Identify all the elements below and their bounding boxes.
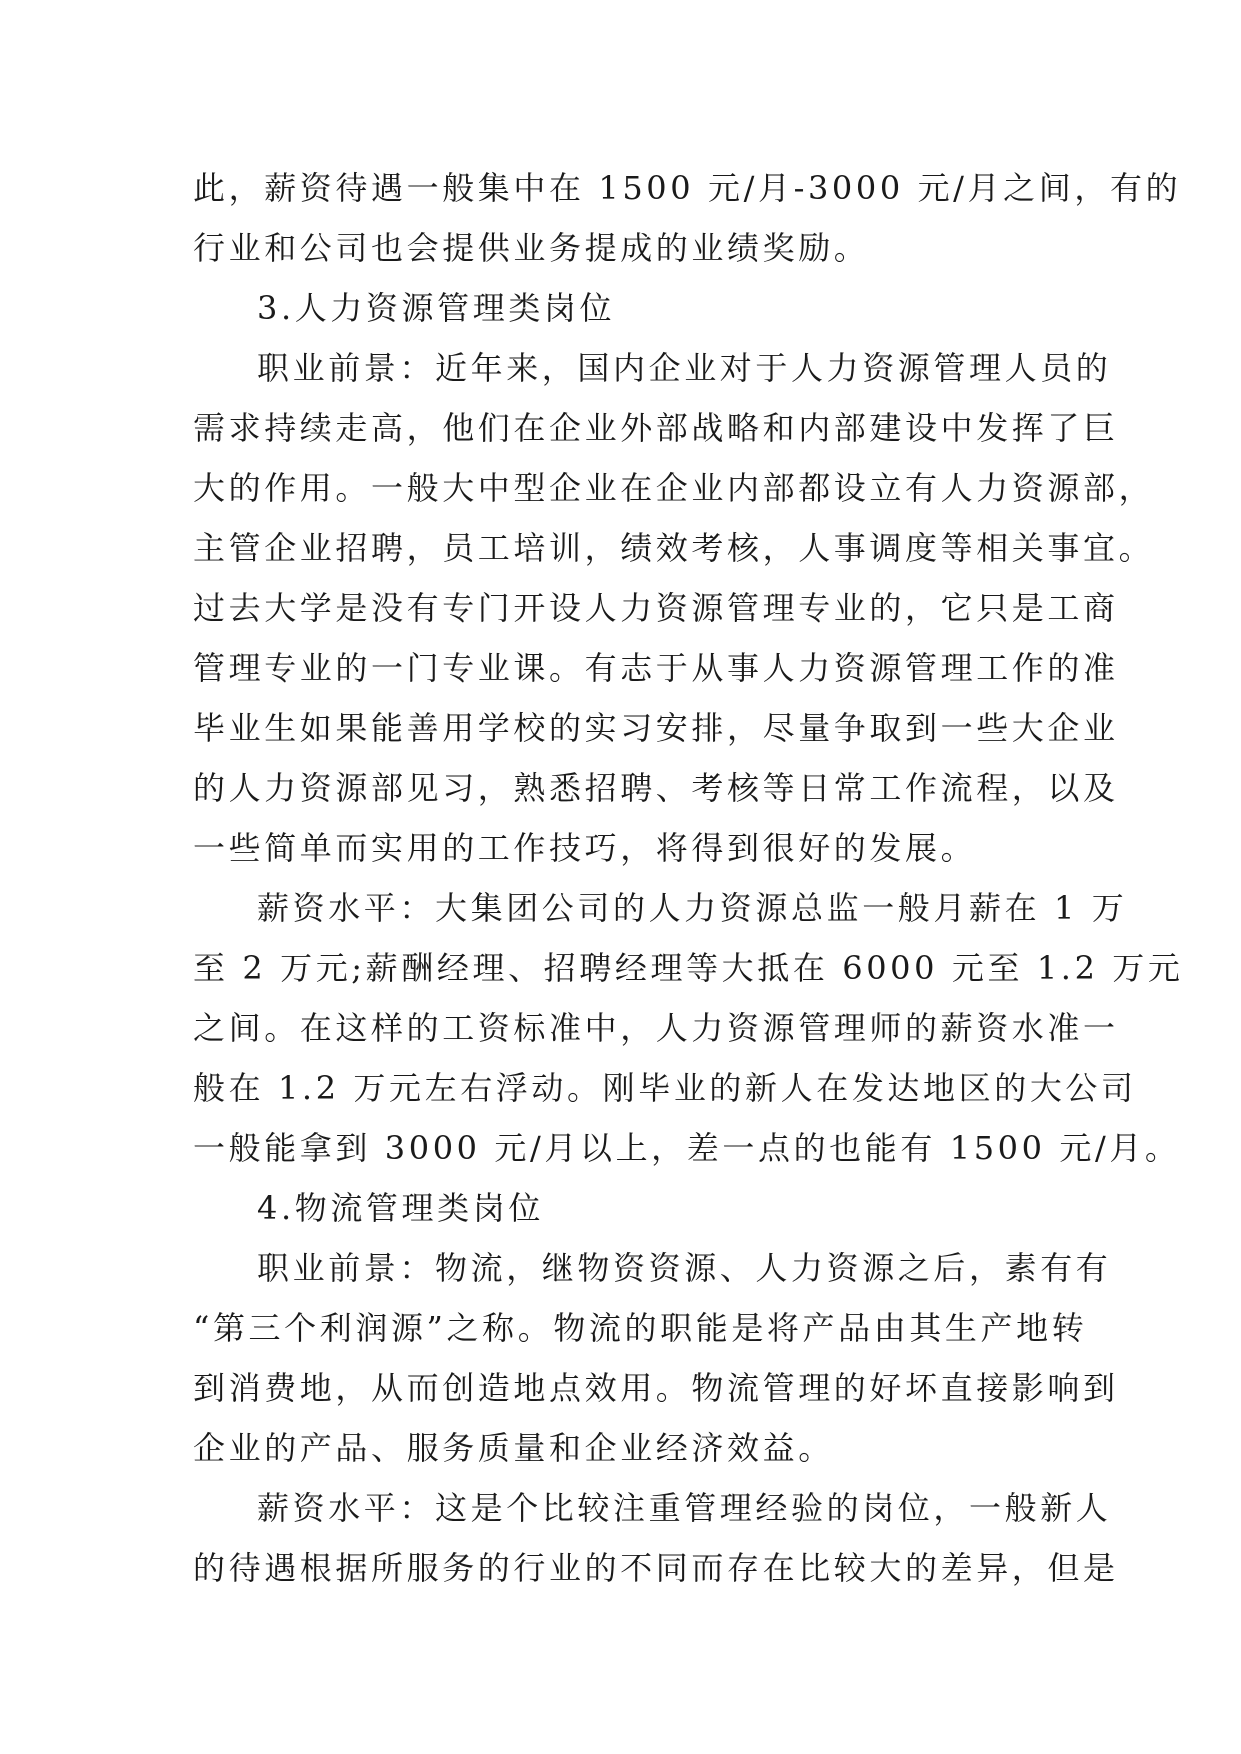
- text-line: 企业的产品、服务质量和企业经济效益。: [193, 1429, 834, 1467]
- text-line: 毕业生如果能善用学校的实习安排，尽量争取到一些大企业: [193, 709, 1119, 747]
- text-line: 薪资水平：大集团公司的人力资源总监一般月薪在 1 万: [257, 889, 1128, 927]
- text-line: 的人力资源部见习，熟悉招聘、考核等日常工作流程，以及: [193, 769, 1119, 807]
- text-line: “第三个利润源”之称。物流的职能是将产品由其生产地转: [193, 1309, 1088, 1347]
- text-line: 到消费地，从而创造地点效用。物流管理的好坏直接影响到: [193, 1369, 1119, 1407]
- text-line: 主管企业招聘，员工培训，绩效考核，人事调度等相关事宜。: [193, 529, 1155, 567]
- text-line: 之间。在这样的工资标准中，人力资源管理师的薪资水准一: [193, 1009, 1119, 1047]
- text-line: 职业前景：物流，继物资资源、人力资源之后，素有有: [257, 1249, 1112, 1287]
- text-line: 薪资水平：这是个比较注重管理经验的岗位，一般新人: [257, 1489, 1112, 1527]
- text-line: 般在 1.2 万元左右浮动。刚毕业的新人在发达地区的大公司: [193, 1069, 1137, 1107]
- text-line: 的待遇根据所服务的行业的不同而存在比较大的差异，但是: [193, 1549, 1119, 1587]
- text-line: 职业前景：近年来，国内企业对于人力资源管理人员的: [257, 349, 1112, 387]
- text-line: 大的作用。一般大中型企业在企业内部都设立有人力资源部，: [193, 469, 1155, 507]
- text-line: 此，薪资待遇一般集中在 1500 元/月-3000 元/月之间，有的: [193, 169, 1182, 207]
- text-line: 管理专业的一门专业课。有志于从事人力资源管理工作的准: [193, 649, 1119, 687]
- text-line: 一些简单而实用的工作技巧，将得到很好的发展。: [193, 829, 977, 867]
- section-heading: 3.人力资源管理类岗位: [257, 289, 616, 327]
- document-page: [193, 158, 1184, 1598]
- section-heading: 4.物流管理类岗位: [257, 1189, 544, 1227]
- text-line: 一般能拿到 3000 元/月以上，差一点的也能有 1500 元/月。: [193, 1129, 1181, 1167]
- text-line: 至 2 万元;薪酬经理、招聘经理等大抵在 6000 元至 1.2 万元: [193, 949, 1184, 987]
- text-line: 需求持续走高，他们在企业外部战略和内部建设中发挥了巨: [193, 409, 1119, 447]
- text-line: 过去大学是没有专门开设人力资源管理专业的，它只是工商: [193, 589, 1119, 627]
- text-line: 行业和公司也会提供业务提成的业绩奖励。: [193, 229, 870, 267]
